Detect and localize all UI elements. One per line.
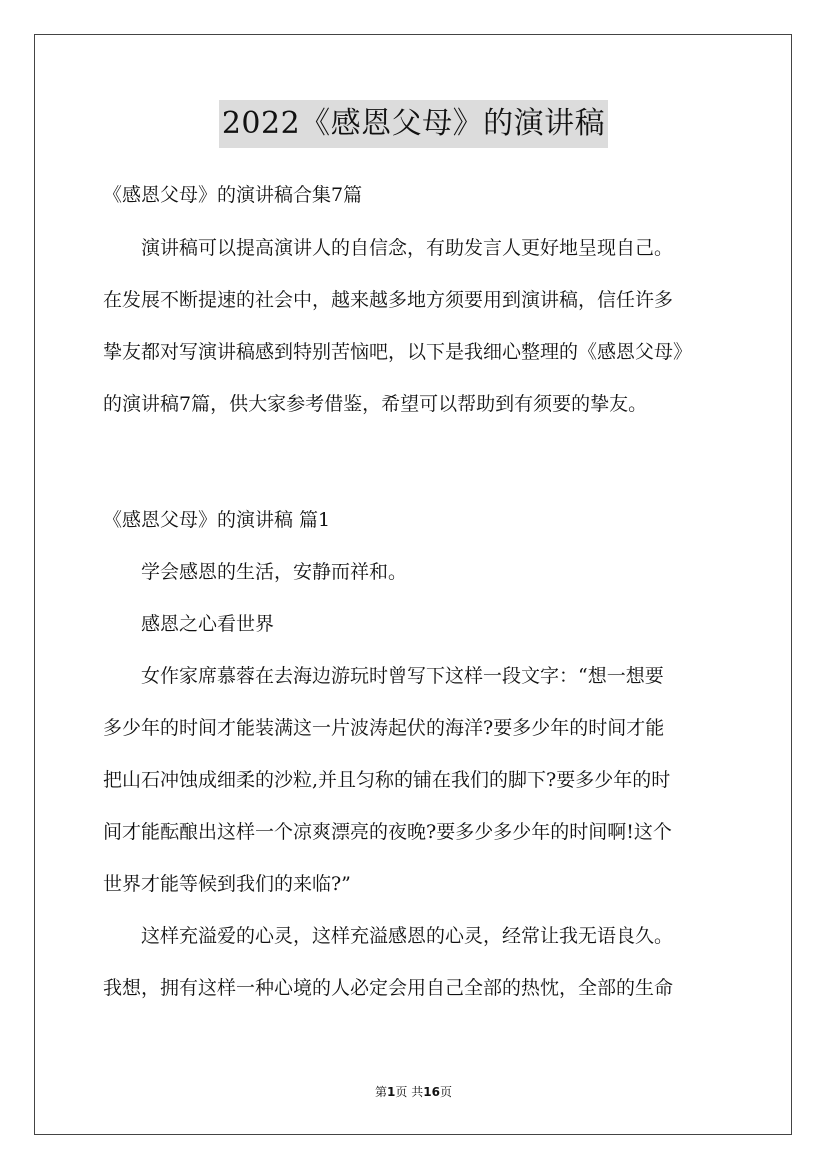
- section-heading: 《感恩父母》的演讲稿 篇1: [103, 509, 331, 531]
- page-prefix: 第: [375, 1085, 388, 1099]
- closing-line: 我想，拥有这样一种心境的人必定会用自己全部的热忱，全部的生命: [103, 977, 674, 999]
- closing-line: 这样充溢爱的心灵，这样充溢感恩的心灵，经常让我无语良久。: [141, 925, 674, 947]
- page-number: 1: [387, 1085, 396, 1099]
- intro-line: 挚友都对写演讲稿感到特别苦恼吧，以下是我细心整理的《感恩父母》: [103, 341, 693, 363]
- total-pages: 16: [423, 1085, 440, 1099]
- section-body: [103, 546, 730, 1014]
- document-title: 2022《感恩父母》的演讲稿: [219, 100, 608, 148]
- quote-line: 把山石冲蚀成细柔的沙粒,并且匀称的铺在我们的脚下?要多少年的时: [103, 769, 671, 791]
- page-suffix: 页: [439, 1085, 452, 1099]
- quote-line: 女作家席慕蓉在去海边游玩时曾写下这样一段文字：“想一想要: [141, 665, 664, 687]
- body-line: 感恩之心看世界: [141, 613, 275, 635]
- quote-line: 间才能酝酿出这样一个凉爽漂亮的夜晚?要多少多少年的时间啊!这个: [103, 821, 672, 843]
- body-line: 学会感恩的生活，安静而祥和。: [141, 561, 408, 583]
- quote-line: 多少年的时间才能装满这一片波涛起伏的海洋?要多少年的时间才能: [103, 717, 665, 739]
- title-container: [0, 100, 827, 148]
- document-subtitle: 《感恩父母》的演讲稿合集7篇: [103, 184, 363, 206]
- intro-line: 演讲稿可以提高演讲人的自信念，有助发言人更好地呈现自己。: [141, 237, 674, 259]
- quote-line: 世界才能等候到我们的来临?”: [103, 873, 351, 895]
- intro-line: 的演讲稿7篇，供大家参考借鉴，希望可以帮助到有须要的挚友。: [103, 393, 648, 415]
- intro-line: 在发展不断提速的社会中，越来越多地方须要用到演讲稿，信任许多: [103, 289, 674, 311]
- page-mid: 页 共: [395, 1085, 424, 1099]
- intro-paragraph: [103, 222, 730, 430]
- page-footer: [0, 1083, 827, 1100]
